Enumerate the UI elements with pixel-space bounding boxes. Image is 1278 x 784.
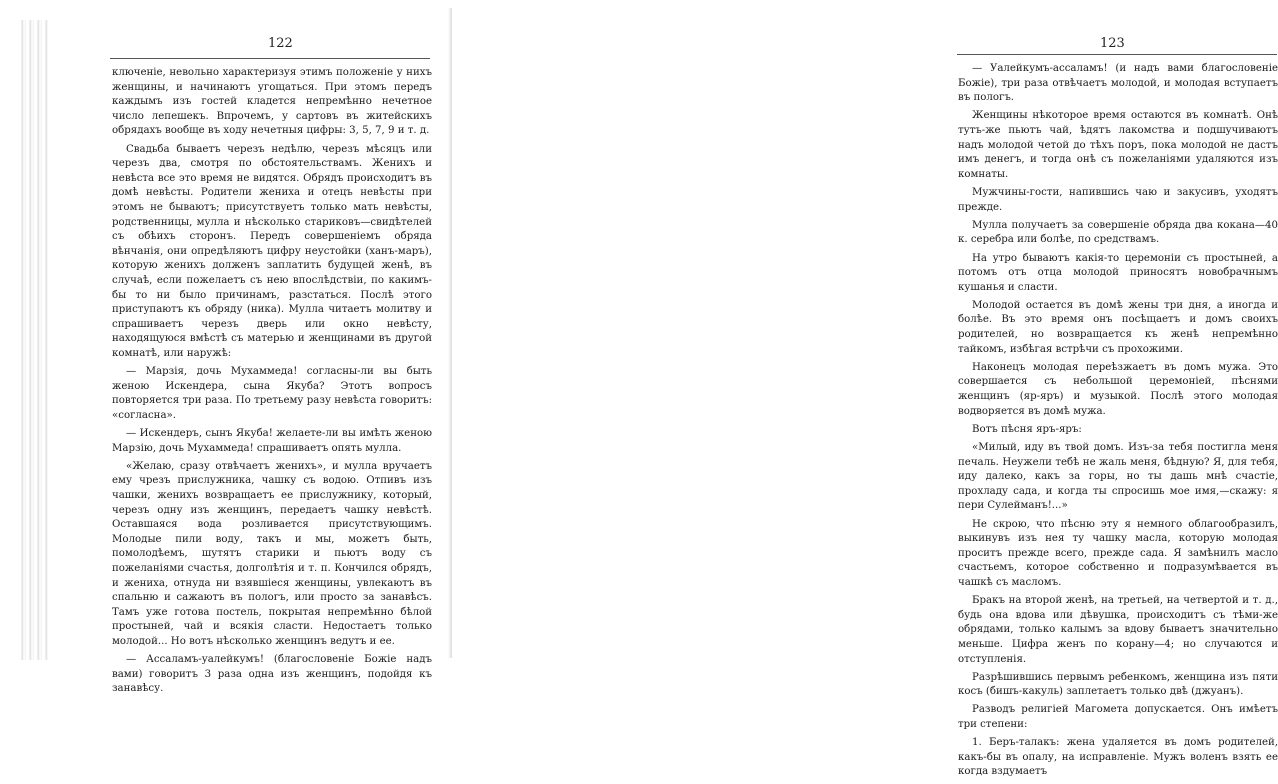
header-rule-left	[110, 58, 430, 59]
paragraph: Наконецъ молодая переѣзжаетъ въ домъ мужа. Это совершается съ небольшой церемоніей, пѣснями женщинъ (яр-яръ) и музыкой. Послѣ этого молодая водворяется въ домѣ мужа.	[958, 361, 1278, 417]
paragraph: — Марзія, дочь Мухаммеда! согласны-ли вы быть женою Искендера, сына Якуба? Этотъ вопросъ повторяется три раза. По третьему разу невѣста говоритъ: «согласна».	[112, 366, 432, 421]
paragraph: Разводъ религіей Магомета допускается. Онъ имѣетъ три степени:	[958, 704, 1278, 731]
paragraph: ключеніе, невольно характеризуя этимъ положеніе у нихъ женщины, и начинаютъ угощаться. При этомъ передъ каждымъ изъ гостей кладется непремѣнно нечетное число лепешекъ. Впрочемъ, у сартовъ въ житейскихъ обрядахъ вообще въ ходу нечетныя цифры: 3, 5, 7, 9 и т. д.	[112, 67, 432, 137]
paragraph: — Искендеръ, сынъ Якуба! желаете-ли вы имѣть женою Марзію, дочь Мухаммеда! спрашиваетъ опять мулла.	[112, 428, 432, 454]
paragraph: Молодой остается въ домѣ жены три дня, а иногда и болѣе. Въ это время онъ посѣщаетъ и домъ своихъ родителей, но возвращается къ женѣ непремѣнно тайкомъ, избѣгая встрѣчи съ прохожими.	[958, 299, 1278, 355]
paragraph: Мужчины-гости, напившись чаю и закусивъ, уходятъ прежде.	[958, 186, 1278, 213]
right-text-column	[958, 62, 1278, 784]
paragraph: Женщины нѣкоторое время остаются въ комнатѣ. Онѣ тутъ-же пьютъ чай, ѣдятъ лакомства и подшучиваютъ надъ молодой четой до тѣхъ поръ, пока молодой не дастъ имъ денегъ, и тогда онѣ съ пожеланіями удаляются изъ комнаты.	[958, 110, 1278, 180]
paragraph: — Ассаламъ-уалейкумъ! (благословеніе Божіе надъ вами) говоритъ 3 раза одна изъ женщинъ, подойдя къ занавѣсу.	[112, 654, 432, 695]
paragraph: «Желаю, сразу отвѣчаетъ женихъ», и мулла вручаетъ ему чрезъ прислужника, чашку съ водою. Отпивъ изъ чашки, женихъ возвращаетъ ее прислужнику, который, черезъ одну изъ женщинъ, передаетъ чашку невѣстѣ. Оставшаяся вода розливается присутствующимъ. Молодые пили воду, такъ и мы, можетъ быть, помолодѣемъ, шутятъ старики и пьютъ воду съ пожеланіями счастья, долголѣтія и т. п. Кончился обрядъ, и жениха, отнуда ни взявшіеся женщины, увлекаютъ въ спальню и сажаютъ въ пологъ, или просто за занавѣсъ. Тамъ уже готова постель, покрытая непремѣнно бѣлой простыней, чай и всякія сласти. Недостаетъ только молодой... Но вотъ нѣсколько женщинъ ведутъ и ее.	[112, 460, 432, 647]
paragraph: Бракъ на второй женѣ, на третьей, на четвертой и т. д., будь она вдова или дѣвушка, происходитъ съ тѣми-же обрядами, только калымъ за вдову бываетъ значительно меньше. Цифра женъ по корану—4; но случаются и отступленія.	[958, 595, 1278, 665]
left-page	[0, 0, 452, 695]
paragraph: На утро бываютъ какія-то церемоніи съ простыней, а потомъ отъ отца молодой приносятъ новобрачнымъ кушанья и сласти.	[958, 252, 1278, 293]
page-number-right: 123	[1100, 36, 1125, 51]
header-rule-right	[957, 54, 1277, 55]
right-page	[452, 0, 1278, 778]
paragraph: — Уалейкумъ-ассаламъ! (и надъ вами благословеніе Божіе), три раза отвѣчаетъ молодой, и молодая вступаетъ въ пологъ.	[958, 63, 1278, 104]
paragraph: Мулла получаетъ за совершеніе обряда два кокана—40 к. серебра или болѣе, по средствамъ.	[958, 219, 1278, 246]
left-text-column	[112, 66, 432, 701]
paragraph: Вотъ пѣсня яръ-яръ:	[972, 423, 1082, 435]
page-number-left: 122	[268, 36, 293, 51]
paragraph: Разрѣшившись первымъ ребенкомъ, женщина изъ пяти косъ (бишъ-какуль) заплетаетъ только двѣ (джуанъ).	[958, 671, 1278, 698]
song-text: «Милый, иду въ твой домъ. Изъ-за тебя постигла меня печаль. Неужели тебѣ не жаль меня, бѣдную? Я, для тебя, иду далеко, какъ за горы, но ты дашь мнѣ счастіе, прохладу сада, и когда ты спросишь мое имя,—скажу: я пери Сулейманъ!...»	[958, 442, 1278, 512]
paragraph: 1. Беръ-талакъ: жена удаляется въ домъ родителей, какъ-бы въ опалу, на исправленіе. Мужъ воленъ взять ее когда вздумаетъ	[958, 737, 1278, 778]
page-edge-shadow	[18, 20, 48, 660]
paragraph: Свадьба бываетъ черезъ недѣлю, черезъ мѣсяцъ или черезъ два, смотря по обстоятельствамъ. Женихъ и невѣста все это время не видятся. Обрядъ происходитъ въ домѣ невѣсты. Родители жениха и отецъ невѣсты при этомъ не бываютъ; присутствуетъ только мать невѣсты, родственницы, мулла и нѣсколько стариковъ—свидѣтелей съ обѣихъ сторонъ. Передъ совершеніемъ обряда вѣнчанія, они опредѣляютъ цифру неустойки (ханъ-маръ), которую женихъ долженъ заплатить будущей женѣ, въ случаѣ, если пожелаетъ съ нею впослѣдствіи, по какимъ-бы то ни было причинамъ, разстаться. Послѣ этого приступаютъ къ обряду (ника). Мулла читаетъ молитву и спрашиваетъ черезъ дверь или окно невѣсту, находящуюся вмѣстѣ съ матерью и женщинами въ другой комнатѣ, или наружѣ:	[112, 143, 432, 359]
paragraph: Не скрою, что пѣсню эту я немного облагообразилъ, выкинувъ изъ нея ту чашку масла, которую молодая проситъ прежде всего, прежде сада. Я замѣнилъ масло счастьемъ, которое собственно и подразумѣвается въ чашкѣ съ масломъ.	[958, 518, 1278, 588]
